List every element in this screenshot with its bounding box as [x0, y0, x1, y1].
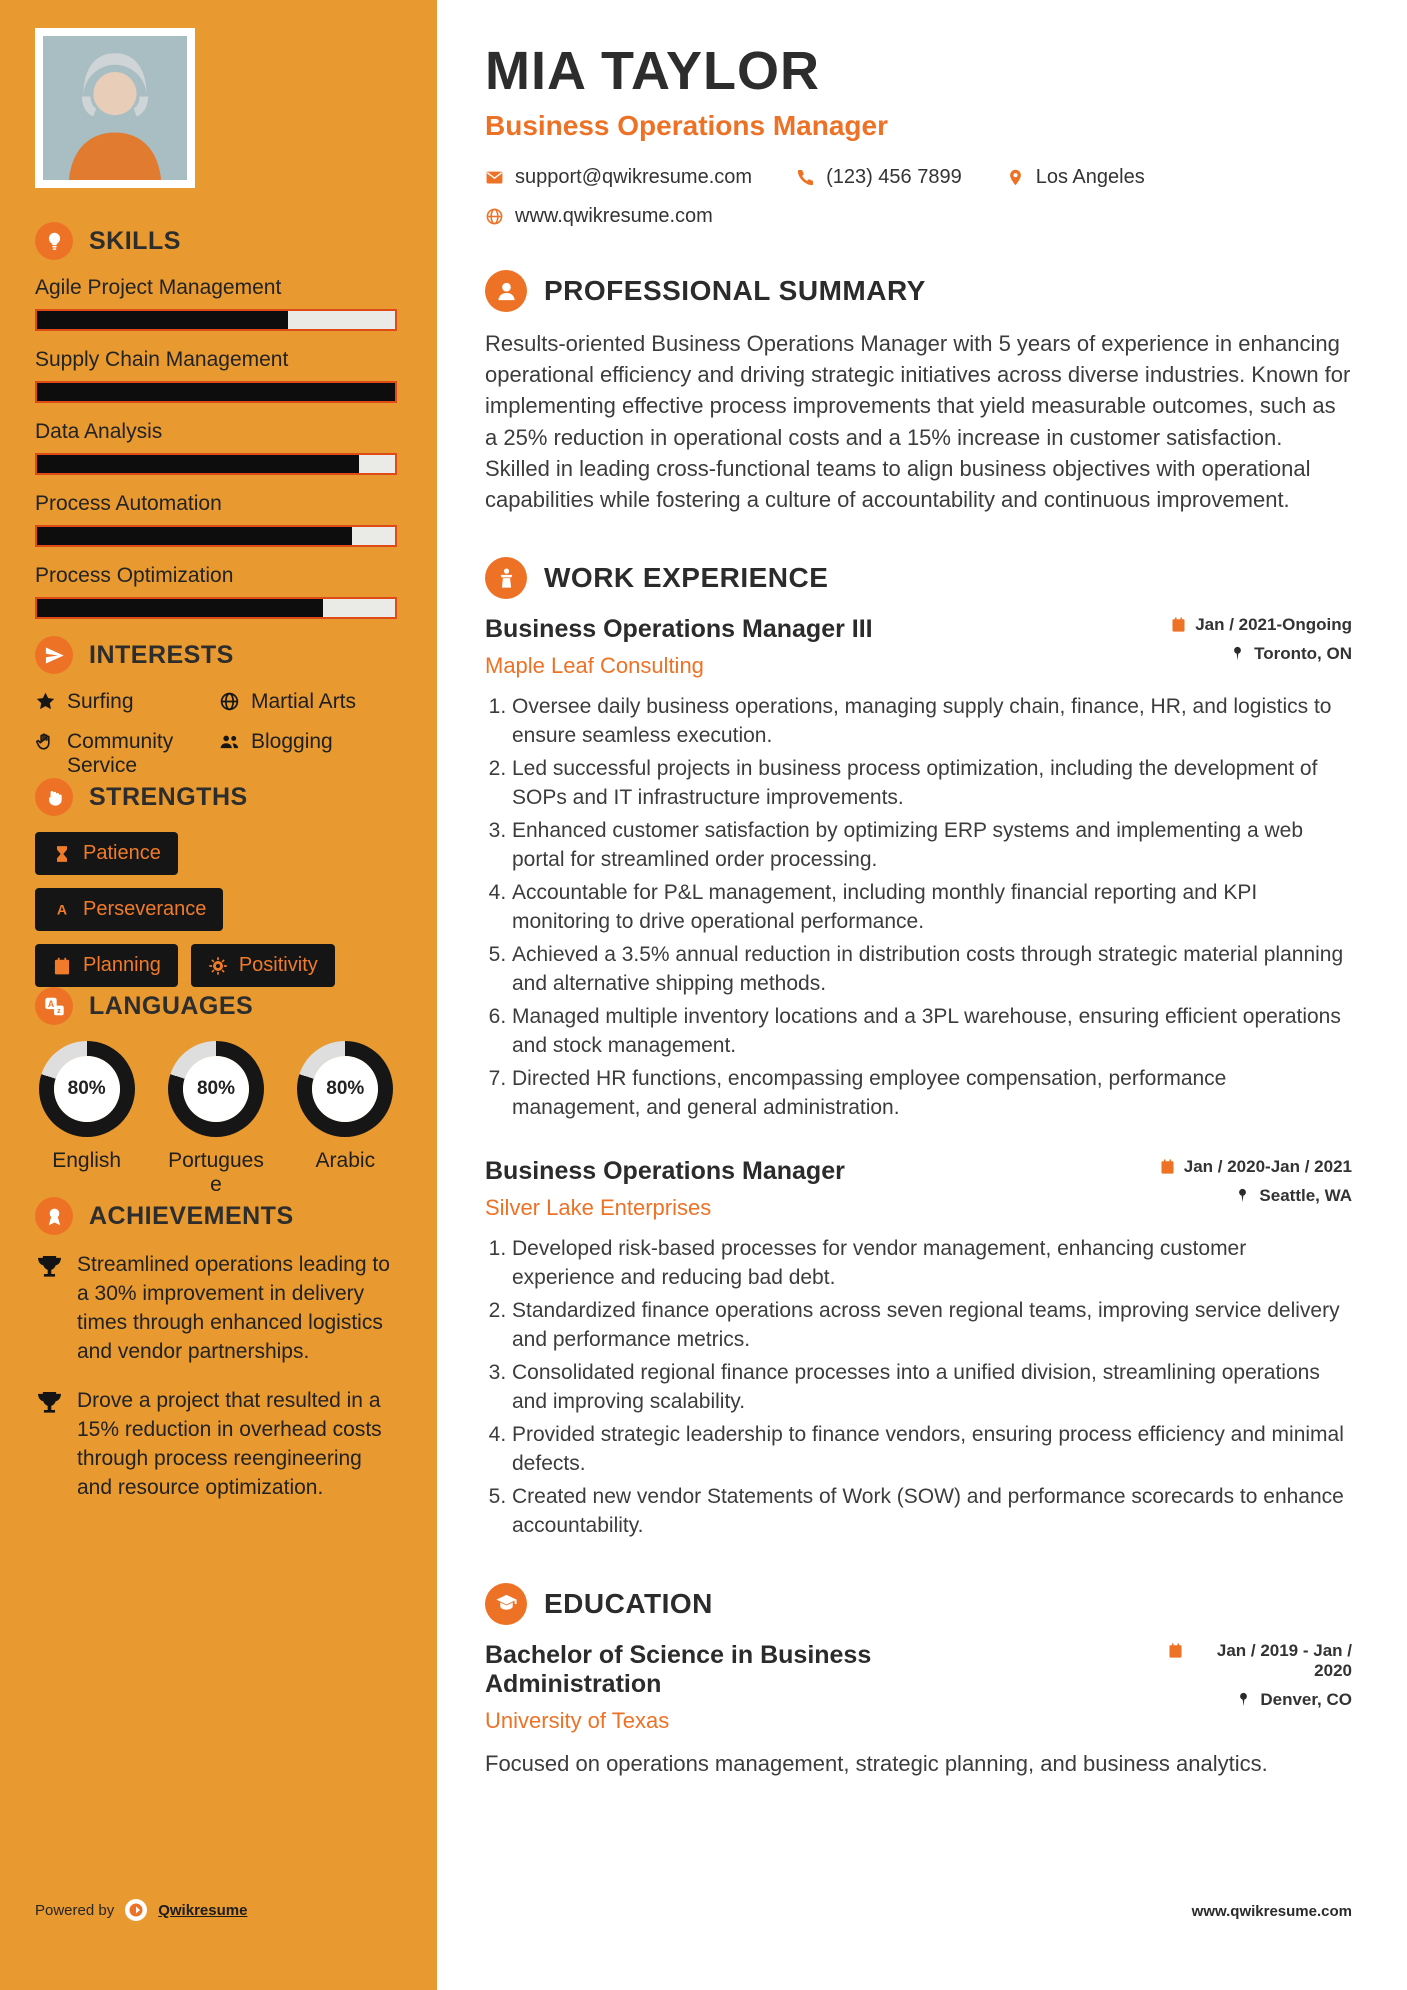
- language-item: [294, 1041, 397, 1197]
- strengths-section: [35, 778, 397, 987]
- skill-item: [35, 492, 397, 547]
- interest-item: [219, 690, 397, 714]
- pushpin-icon: [1234, 1187, 1251, 1204]
- skill-bar: [35, 597, 397, 619]
- contact-location-text: Los Angeles: [1035, 166, 1145, 188]
- summary-section: [485, 270, 1352, 515]
- translate-icon: [35, 987, 73, 1025]
- strength-label: Perseverance: [83, 898, 207, 920]
- job-bullet: 7. Directed HR functions, encompassing employee compensation, performance management, and general administration.: [512, 1065, 1352, 1123]
- strengths-header: [35, 778, 397, 816]
- education-header: [485, 1583, 1352, 1625]
- language-percent: 80%: [67, 1078, 106, 1099]
- hand-icon: [35, 731, 56, 752]
- skill-bar: [35, 525, 397, 547]
- job-bullet: 2. Standardized finance operations across seven regional teams, improving service delivery and performance metrics.: [512, 1297, 1352, 1355]
- job-bullet: 3. Consolidated regional finance processes into a unified division, streamlining operations and improving scalability.: [512, 1359, 1352, 1417]
- contact-website-text: www.qwikresume.com: [515, 205, 713, 227]
- podium-icon: [485, 557, 527, 599]
- skill-label: Data Analysis: [35, 420, 163, 443]
- experience-job: [485, 1157, 1352, 1541]
- strength-label: Patience: [83, 842, 161, 864]
- job-role: Business Operations Manager III: [485, 615, 873, 644]
- skill-bar: [35, 453, 397, 475]
- experience-header: [485, 557, 1352, 599]
- interests-section: [35, 636, 397, 778]
- language-percent: 80%: [196, 1078, 235, 1099]
- education-dates: [1167, 1641, 1352, 1681]
- languages-title: LANGUAGES: [89, 991, 254, 1020]
- paper-plane-icon: [35, 636, 73, 674]
- calendar-icon: [1159, 1158, 1176, 1175]
- strength-label: Positivity: [238, 954, 318, 976]
- skills-title: SKILLS: [89, 226, 181, 255]
- contact-website[interactable]: [485, 205, 713, 228]
- interest-item: [35, 690, 213, 714]
- interest-item: [219, 730, 397, 778]
- skill-item: [35, 564, 397, 619]
- strength-pill: [35, 888, 223, 931]
- education-section: [485, 1583, 1352, 1779]
- job-bullet: 4. Provided strategic leadership to finance vendors, ensuring process efficiency and minimal defects.: [512, 1421, 1352, 1479]
- education-location: [1235, 1690, 1352, 1710]
- language-percent: 80%: [326, 1078, 365, 1099]
- achievements-header: [35, 1197, 397, 1235]
- education-title: EDUCATION: [544, 1587, 713, 1619]
- experience-section: [485, 557, 1352, 1540]
- language-donut: [168, 1041, 264, 1137]
- resume-main: [437, 0, 1407, 1990]
- job-bullet: 5. Created new vendor Statements of Work (SOW) and performance scorecards to enhance accountability.: [512, 1483, 1352, 1541]
- strength-pill: [191, 944, 335, 987]
- interest-label: Surfing: [67, 690, 134, 713]
- languages-list: [35, 1041, 397, 1197]
- profile-photo: [35, 28, 195, 188]
- achievement-item: [35, 1387, 397, 1503]
- language-label: English: [52, 1149, 122, 1172]
- skill-bar-fill: [37, 311, 288, 329]
- fist-icon: [35, 778, 73, 816]
- pushpin-icon: [1235, 1691, 1252, 1708]
- powered-by: [35, 1898, 247, 1922]
- skill-item: [35, 348, 397, 403]
- gear-icon: [208, 956, 228, 976]
- phone-icon: [796, 168, 815, 187]
- strengths-list: [35, 832, 365, 987]
- interests-title: INTERESTS: [89, 640, 234, 669]
- achievements-section: [35, 1197, 397, 1503]
- contact-phone-text: (123) 456 7899: [826, 166, 962, 188]
- interest-label: Martial Arts: [251, 690, 357, 713]
- globe-icon: [485, 207, 504, 226]
- skill-bar: [35, 381, 397, 403]
- sidebar: [0, 0, 437, 1990]
- education-degree: Bachelor of Science in Business Administration: [485, 1640, 872, 1698]
- skills-section: [35, 222, 397, 619]
- summary-header: [485, 270, 1352, 312]
- skill-bar-fill: [37, 383, 395, 401]
- education-dates-text: Jan / 2019 - Jan / 2020: [1216, 1640, 1352, 1680]
- resume-name: MIA TAYLOR: [485, 41, 821, 101]
- star-icon: [35, 691, 56, 712]
- job-company: Silver Lake Enterprises: [485, 1194, 712, 1220]
- job-bullet: 5. Achieved a 3.5% annual reduction in distribution costs through strategic material planning and alternative shipping methods.: [512, 941, 1352, 999]
- skill-bar-fill: [37, 599, 323, 617]
- job-dates: [1170, 615, 1352, 635]
- interests-header: [35, 636, 397, 674]
- achievement-item: [35, 1251, 397, 1367]
- strength-pill: [35, 832, 178, 875]
- job-bullets: [485, 693, 1352, 1123]
- award-icon: [35, 1389, 64, 1418]
- job-bullet: 4. Accountable for P&L management, including monthly financial reporting and KPI monitoring to drive operational performance.: [512, 879, 1352, 937]
- achievement-text: Drove a project that resulted in a 15% reduction in overhead costs through process reengineering and resource optimization.: [77, 1388, 382, 1499]
- interests-grid: [35, 690, 397, 778]
- site-footer-link[interactable]: www.qwikresume.com: [1191, 1903, 1352, 1920]
- job-company: Maple Leaf Consulting: [485, 653, 704, 679]
- hourglass-icon: [52, 844, 72, 864]
- powered-by-label: Powered by: [35, 1901, 115, 1919]
- job-location: [1234, 1186, 1352, 1206]
- job-bullet: 1. Developed risk-based processes for vendor management, enhancing customer experience and reducing bad debt.: [512, 1235, 1352, 1293]
- achievements-title: ACHIEVEMENTS: [89, 1201, 294, 1230]
- interest-label: Community Service: [67, 730, 174, 777]
- contact-location: [1006, 166, 1145, 189]
- skill-label: Agile Project Management: [35, 276, 282, 299]
- skill-bar: [35, 309, 397, 331]
- language-label: Arabic: [315, 1149, 376, 1172]
- job-location-text: Seattle, WA: [1259, 1185, 1352, 1205]
- summary-title: PROFESSIONAL SUMMARY: [544, 275, 926, 306]
- education-description: Focused on operations management, strategic planning, and business analytics.: [485, 1750, 1268, 1776]
- language-item: [164, 1041, 267, 1197]
- calendar-icon: [52, 956, 72, 976]
- job-bullet: 3. Enhanced customer satisfaction by optimizing ERP systems and implementing a web portal for streamlined order processing.: [512, 817, 1352, 875]
- job-dates-text: Jan / 2021-Ongoing: [1195, 615, 1352, 635]
- achievement-text: Streamlined operations leading to a 30% improvement in delivery times through enhanced logistics and vendor partnerships.: [77, 1253, 390, 1363]
- contact-block: [485, 166, 1352, 228]
- education-location-text: Denver, CO: [1260, 1689, 1352, 1709]
- letter-a-icon: [52, 900, 72, 920]
- skill-label: Supply Chain Management: [35, 348, 289, 371]
- contact-email[interactable]: [485, 166, 752, 189]
- medal-icon: [35, 1197, 73, 1235]
- qwikresume-link[interactable]: Qwikresume: [158, 1901, 248, 1919]
- envelope-icon: [485, 168, 504, 187]
- strength-label: Planning: [83, 954, 161, 976]
- language-donut: [39, 1041, 135, 1137]
- skill-item: [35, 276, 397, 331]
- graduation-cap-icon: [485, 1583, 527, 1625]
- resume-title: Business Operations Manager: [485, 110, 889, 141]
- pushpin-icon: [1229, 645, 1246, 662]
- user-icon: [485, 270, 527, 312]
- qwikresume-logo-icon: [124, 1898, 148, 1922]
- users-icon: [219, 731, 240, 752]
- strength-pill: [35, 944, 178, 987]
- languages-header: [35, 987, 397, 1025]
- globe-icon: [219, 691, 240, 712]
- job-location: [1229, 644, 1352, 664]
- languages-section: [35, 987, 397, 1197]
- interest-item: [35, 730, 213, 778]
- job-bullet: 6. Managed multiple inventory locations and a 3PL warehouse, ensuring efficient operations and stock management.: [512, 1003, 1352, 1061]
- calendar-icon: [1167, 1642, 1184, 1659]
- skill-bar-fill: [37, 455, 359, 473]
- job-role: Business Operations Manager: [485, 1156, 845, 1185]
- summary-text: Results-oriented Business Operations Manager with 5 years of experience in enhancing operational efficiency and driving strategic initiatives across diverse industries. Known for implementing effective process improvements that yield measurable outcomes, such as a 25% reduction in operational costs and a 15% increase in customer satisfaction. Skilled in leading cross-functional teams to align business objectives with operational capabilities while fostering a culture of accountability and continuous improvement.: [485, 331, 1351, 513]
- job-bullets: [485, 1235, 1352, 1541]
- skill-item: [35, 420, 397, 475]
- contact-email-text: support@qwikresume.com: [515, 166, 753, 188]
- job-dates: [1159, 1157, 1352, 1177]
- experience-title: WORK EXPERIENCE: [544, 562, 829, 594]
- map-pin-icon: [1006, 168, 1025, 187]
- job-dates-text: Jan / 2020-Jan / 2021: [1183, 1156, 1352, 1176]
- lightbulb-icon: [35, 222, 73, 260]
- job-location-text: Toronto, ON: [1254, 644, 1352, 664]
- skill-bar-fill: [37, 527, 352, 545]
- education-school: University of Texas: [485, 1707, 670, 1733]
- language-donut: [297, 1041, 393, 1137]
- strengths-title: STRENGTHS: [89, 782, 248, 811]
- calendar-icon: [1170, 616, 1187, 633]
- job-bullet: 2. Led successful projects in business process optimization, including the development of SOPs and IT infrastructure improvements.: [512, 755, 1352, 813]
- language-item: [35, 1041, 138, 1197]
- skill-label: Process Automation: [35, 492, 222, 515]
- job-bullet: 1. Oversee daily business operations, managing supply chain, finance, HR, and logistics to ensure seamless execution.: [512, 693, 1352, 751]
- experience-job: [485, 615, 1352, 1123]
- skill-label: Process Optimization: [35, 564, 234, 587]
- award-icon: [35, 1253, 64, 1282]
- interest-label: Blogging: [251, 730, 333, 753]
- language-label: Portuguese: [168, 1149, 264, 1196]
- contact-phone: [796, 166, 962, 189]
- skills-header: [35, 222, 397, 260]
